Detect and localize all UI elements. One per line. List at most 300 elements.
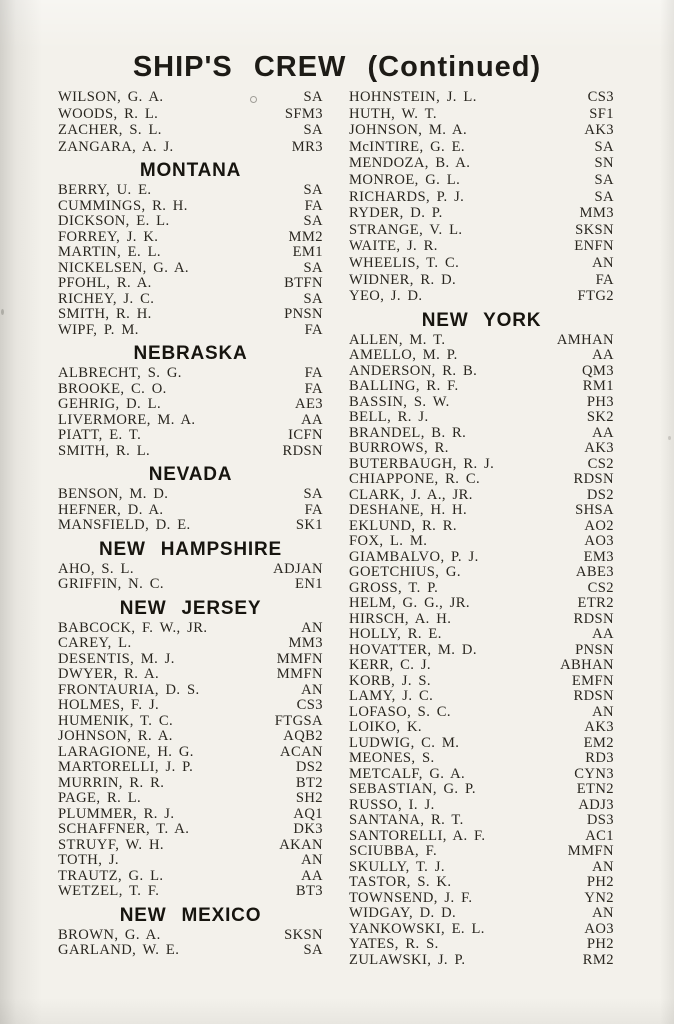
crew-name: STRANGE, V. L. [349,221,463,238]
crew-row [349,829,614,845]
crew-name: LARAGIONE, H. G. [58,743,194,760]
crew-rate: SA [303,259,323,276]
crew-rate: EM1 [292,244,323,261]
crew-name: BENSON, M. D. [58,486,169,503]
crew-name: BELL, R. J. [349,409,429,426]
crew-row [349,720,614,736]
crew-name: GEHRIG, D. L. [58,396,162,413]
crew-rate: MMFN [276,650,323,667]
crew-rate: AE3 [295,396,323,413]
crew-row [58,382,323,398]
crew-row [58,276,323,292]
crew-row [349,172,614,189]
crew-row [349,782,614,798]
crew-row [349,534,614,550]
crew-name: EKLUND, R. R. [349,517,457,534]
crew-row [58,139,323,156]
crew-rate: AN [592,905,614,922]
crew-rate: SK2 [586,409,614,426]
crew-name: TOWNSEND, J. F. [349,889,473,906]
crew-name: CUMMINGS, R. H. [58,197,188,214]
crew-row [58,518,323,534]
crew-name: ZACHER, S. L. [58,122,162,139]
crew-row [349,627,614,643]
crew-name: MEONES, S. [349,750,435,767]
crew-name: GOETCHIUS, G. [349,564,461,581]
crew-row [58,853,323,869]
crew-rate: AA [301,867,323,884]
crew-row [58,636,323,652]
crew-name: BASSIN, S. W. [349,393,450,410]
crew-row [349,550,614,566]
crew-row [58,562,323,578]
crew-name: HELM, G. G., JR. [349,595,470,612]
crew-name: WIDNER, R. D. [349,271,457,288]
crew-rate: AC1 [585,827,614,844]
roster-columns [0,83,674,968]
crew-name: SCHAFFNER, T. A. [58,821,190,838]
crew-row [349,89,614,106]
crew-rate: CS3 [587,89,614,105]
crew-name: STRUYF, W. H. [58,836,164,853]
crew-row [58,122,323,139]
crew-row [58,683,323,699]
crew-row [349,395,614,411]
crew-rate: SA [303,486,323,503]
crew-name: BROWN, G. A. [58,926,161,943]
crew-rate: FA [304,380,323,397]
crew-row [58,89,323,106]
crew-name: SMITH, R. H. [58,306,152,323]
crew-rate: DS2 [295,759,323,776]
crew-row [349,348,614,364]
crew-name: AMELLO, M. P. [349,347,458,364]
crew-name: JOHNSON, R. A. [58,728,173,745]
crew-rate: BT2 [295,774,323,791]
crew-name: TOTH, J. [58,852,119,869]
crew-name: HOLMES, F. J. [58,697,160,714]
crew-row [349,844,614,860]
crew-name: PFOHL, R. A. [58,275,152,292]
crew-rate: DS3 [586,812,614,829]
crew-rate: AK3 [584,719,614,736]
crew-name: ALLEN, M. T. [349,331,446,348]
crew-name: YATES, R. S. [349,936,439,953]
crew-rate: YN2 [584,889,614,906]
crew-name: NICKELSEN, G. A. [58,259,189,276]
crew-row [349,106,614,123]
crew-row [349,906,614,922]
crew-row [349,565,614,581]
crew-row [349,813,614,829]
crew-row [349,122,614,139]
crew-row [349,155,614,172]
crew-name: DICKSON, E. L. [58,213,170,230]
crew-rate: SA [594,171,614,188]
crew-rate: FA [304,321,323,338]
crew-name: LIVERMORE, M. A. [58,411,196,428]
crew-row [58,444,323,460]
crew-row [349,472,614,488]
crew-rate: AN [592,703,614,720]
crew-rate: MMFN [567,843,614,860]
crew-row [58,230,323,246]
crew-rate: ADJAN [273,560,323,577]
crew-rate: MM3 [288,635,323,652]
page-title: SHIP'S CREW (Continued) [132,51,542,83]
crew-rate: SA [594,138,614,155]
crew-rate: ICFN [288,427,323,444]
crew-name: BALLING, R. F. [349,378,459,395]
scan-speck [250,96,257,103]
crew-name: HEFNER, D. A. [58,501,164,518]
crew-name: KERR, C. J. [349,657,431,674]
crew-rate: BT3 [295,883,323,900]
crew-rate: AKAN [279,836,323,853]
crew-name: GROSS, T. P. [349,579,439,596]
crew-row [349,596,614,612]
crew-name: FOX, L. M. [349,533,428,550]
crew-row [349,457,614,473]
crew-row [349,379,614,395]
crew-row [58,261,323,277]
crew-rate: SFM3 [284,105,323,122]
crew-name: PAGE, R. L. [58,790,142,807]
crew-name: CAREY, L. [58,635,132,652]
crew-rate: FTG2 [577,288,614,305]
crew-name: SCIUBBA, F. [349,843,438,860]
crew-name: SMITH, R. L. [58,442,151,459]
crew-row [58,428,323,444]
crew-rate: SA [303,942,323,959]
crew-row [58,838,323,854]
crew-name: DWYER, R. A. [58,666,160,683]
crew-row [58,487,323,503]
crew-rate: PNSN [575,641,614,658]
crew-rate: AA [592,347,614,364]
crew-row [349,689,614,705]
crew-rate: PH2 [586,874,614,891]
crew-name: WHEELIS, T. C. [349,254,460,271]
crew-row [58,413,323,429]
crew-rate: SN [594,155,614,172]
crew-row [349,860,614,876]
crew-row [349,410,614,426]
state-heading: NEBRASKA [133,343,248,365]
crew-row [58,943,323,959]
crew-rate: AQB2 [283,728,323,745]
crew-row [349,488,614,504]
crew-row [58,183,323,199]
crew-row [58,822,323,838]
state-section-montana [58,161,323,338]
crew-row [58,503,323,519]
roster-column-left [58,89,323,968]
state-heading: NEW JERSEY [119,597,262,619]
crew-row [349,333,614,349]
crew-row [349,288,614,305]
crew-name: HUMENIK, T. C. [58,712,174,729]
crew-row [349,139,614,156]
crew-rate: RD3 [585,750,614,767]
roster-column-right [349,89,614,968]
crew-row [349,705,614,721]
crew-rate: AK3 [584,122,614,139]
crew-name: SEBASTIAN, G. P. [349,781,476,798]
crew-row [58,199,323,215]
crew-name: HOLLY, R. E. [349,626,442,643]
crew-row [349,643,614,659]
crew-rate: MMFN [276,666,323,683]
crew-rate: AN [592,254,614,271]
crew-name: LUDWIG, C. M. [349,734,460,751]
crew-rate: SK1 [295,517,323,534]
crew-rate: ABE3 [575,564,614,581]
state-section-new-york [349,311,614,969]
crew-rate: EM3 [583,548,614,565]
crew-rate: MM2 [288,228,323,245]
crew-rate: AN [592,858,614,875]
crew-row [349,736,614,752]
crew-name: CHIAPPONE, R. C. [349,471,481,488]
crew-rate: FA [595,271,614,288]
crew-row [58,652,323,668]
crew-row [349,658,614,674]
crew-row [58,307,323,323]
crew-row [58,106,323,123]
crew-name: MARTORELLI, J. P. [58,759,194,776]
crew-rate: SA [303,122,323,139]
crew-rate: ABHAN [560,657,614,674]
crew-name: SANTANA, R. T. [349,812,464,829]
crew-name: MURRIN, R. R. [58,774,165,791]
crew-name: HOVATTER, M. D. [349,641,477,658]
crew-row [349,222,614,239]
crew-rate: CS2 [587,579,614,596]
crew-rate: RDSN [282,442,323,459]
crew-row [349,272,614,289]
continued-section [58,89,323,155]
crew-name: WILSON, G. A. [58,89,164,105]
crew-row [349,767,614,783]
crew-row [349,364,614,380]
crew-name: MONROE, G. L. [349,171,461,188]
crew-row [349,503,614,519]
crew-name: RICHARDS, P. J. [349,188,465,205]
crew-row [349,891,614,907]
state-section-new-hampshire [58,540,323,593]
crew-name: GIAMBALVO, P. J. [349,548,479,565]
crew-row [58,869,323,885]
crew-rate: ENFN [574,238,614,255]
scan-speck [1,309,4,315]
crew-rate: FA [304,197,323,214]
crew-name: LAMY, J. C. [349,688,434,705]
crew-rate: SF1 [589,105,614,122]
crew-row [58,928,323,944]
crew-name: ANDERSON, R. B. [349,362,478,379]
crew-row [349,205,614,222]
scan-speck [668,436,671,440]
state-section-nevada [58,465,323,534]
state-heading: NEVADA [148,464,233,486]
crew-rate: CYN3 [574,765,614,782]
crew-name: BERRY, U. E. [58,182,152,199]
crew-row [58,621,323,637]
crew-rate: FA [304,501,323,518]
crew-name: CLARK, J. A., JR. [349,486,473,503]
crew-name: BUTERBAUGH, R. J. [349,455,495,472]
crew-name: RYDER, D. P. [349,205,443,222]
crew-rate: ETN2 [576,781,614,798]
crew-rate: AO2 [584,517,614,534]
crew-row [58,776,323,792]
crew-rate: SA [303,213,323,230]
state-section-nebraska [58,344,323,459]
crew-row [349,441,614,457]
crew-row [58,698,323,714]
crew-name: WIDGAY, D. D. [349,905,457,922]
crew-rate: PH3 [586,393,614,410]
crew-row [349,612,614,628]
crew-row [349,189,614,206]
crew-row [349,255,614,272]
crew-name: TASTOR, S. K. [349,874,452,891]
crew-name: GRIFFIN, N. C. [58,576,164,593]
crew-name: TRAUTZ, G. L. [58,867,164,884]
crew-name: BURROWS, R. [349,440,449,457]
crew-row [58,245,323,261]
state-heading: NEW MEXICO [119,904,262,926]
crew-rate: SA [303,290,323,307]
crew-name: MENDOZA, B. A. [349,155,471,172]
crew-rate: RDSN [573,471,614,488]
crew-rate: CS3 [296,697,323,714]
crew-row [349,238,614,255]
crew-rate: PNSN [284,306,323,323]
crew-row [349,798,614,814]
crew-name: YEO, J. D. [349,288,423,305]
crew-name: PIATT, E. T. [58,427,142,444]
crew-rate: AMHAN [556,331,614,348]
crew-name: YANKOWSKI, E. L. [349,920,485,937]
crew-name: BROOKE, C. O. [58,380,167,397]
crew-name: DESHANE, H. H. [349,502,468,519]
crew-name: RUSSO, I. J. [349,796,435,813]
crew-name: HIRSCH, A. H. [349,610,452,627]
crew-name: SKULLY, T. J. [349,858,445,875]
crew-rate: QM3 [581,362,614,379]
crew-rate: SH2 [295,790,323,807]
crew-row [349,674,614,690]
crew-name: DESENTIS, M. J. [58,650,175,667]
crew-row [58,577,323,593]
crew-name: SANTORELLI, A. F. [349,827,486,844]
crew-rate: FA [304,365,323,382]
state-heading: NEW YORK [421,309,542,331]
crew-rate: PH2 [586,936,614,953]
crew-rate: ETR2 [577,595,614,612]
crew-row [349,751,614,767]
crew-name: BABCOCK, F. W., JR. [58,619,208,636]
crew-row [58,884,323,900]
crew-name: WAITE, J. R. [349,238,438,255]
crew-name: HUTH, W. T. [349,105,437,122]
crew-name: ZANGARA, A. J. [58,138,174,155]
crew-row [349,426,614,442]
crew-name: McINTIRE, G. E. [349,138,465,155]
crew-name: JOHNSON, M. A. [349,122,468,139]
crew-rate: SKSN [575,221,614,238]
crew-row [349,519,614,535]
crew-name: WETZEL, T. F. [58,883,160,900]
crew-rate: RDSN [573,688,614,705]
crew-name: PLUMMER, R. J. [58,805,175,822]
state-section-new-mexico [58,906,323,959]
crew-row [58,397,323,413]
state-section-new-jersey [58,599,323,900]
crew-row [349,937,614,953]
crew-row [349,581,614,597]
crew-rate: DS2 [586,486,614,503]
crew-row [58,714,323,730]
crew-rate: AN [301,852,323,869]
crew-rate: AO3 [584,920,614,937]
crew-rate: AA [301,411,323,428]
crew-rate: SA [303,89,323,105]
crew-row [58,729,323,745]
crew-row [58,807,323,823]
crew-row [58,323,323,339]
crew-rate: BTFN [284,275,323,292]
crew-name: METCALF, G. A. [349,765,466,782]
crew-row [58,791,323,807]
crew-rate: ADJ3 [578,796,614,813]
crew-name: LOIKO, K. [349,719,422,736]
crew-row [58,366,323,382]
crew-rate: AN [301,619,323,636]
state-heading: NEW HAMPSHIRE [98,538,282,560]
crew-rate: SA [594,188,614,205]
crew-rate: RM1 [582,378,614,395]
crew-rate: ACAN [280,743,323,760]
crew-rate: MR3 [291,138,323,155]
state-heading: MONTANA [139,160,242,182]
crew-name: WOODS, R. L. [58,105,159,122]
crew-rate: RDSN [573,610,614,627]
crew-rate: CS2 [587,455,614,472]
crew-name: FRONTAURIA, D. S. [58,681,200,698]
crew-name: GARLAND, W. E. [58,942,180,959]
crew-rate: DK3 [293,821,323,838]
crew-row [349,875,614,891]
crew-rate: AK3 [584,440,614,457]
crew-rate: EM2 [583,734,614,751]
crew-row [58,745,323,761]
crew-name: FORREY, J. K. [58,228,159,245]
crew-name: LOFASO, S. C. [349,703,451,720]
crew-row [349,953,614,969]
crew-rate: AA [592,424,614,441]
crew-row [58,760,323,776]
crew-name: KORB, J. S. [349,672,431,689]
crew-rate: RM2 [582,951,614,968]
crew-rate: AA [592,626,614,643]
crew-rate: EMFN [571,672,614,689]
crew-rate: SKSN [284,926,323,943]
crew-row [58,292,323,308]
crew-rate: AQ1 [293,805,323,822]
